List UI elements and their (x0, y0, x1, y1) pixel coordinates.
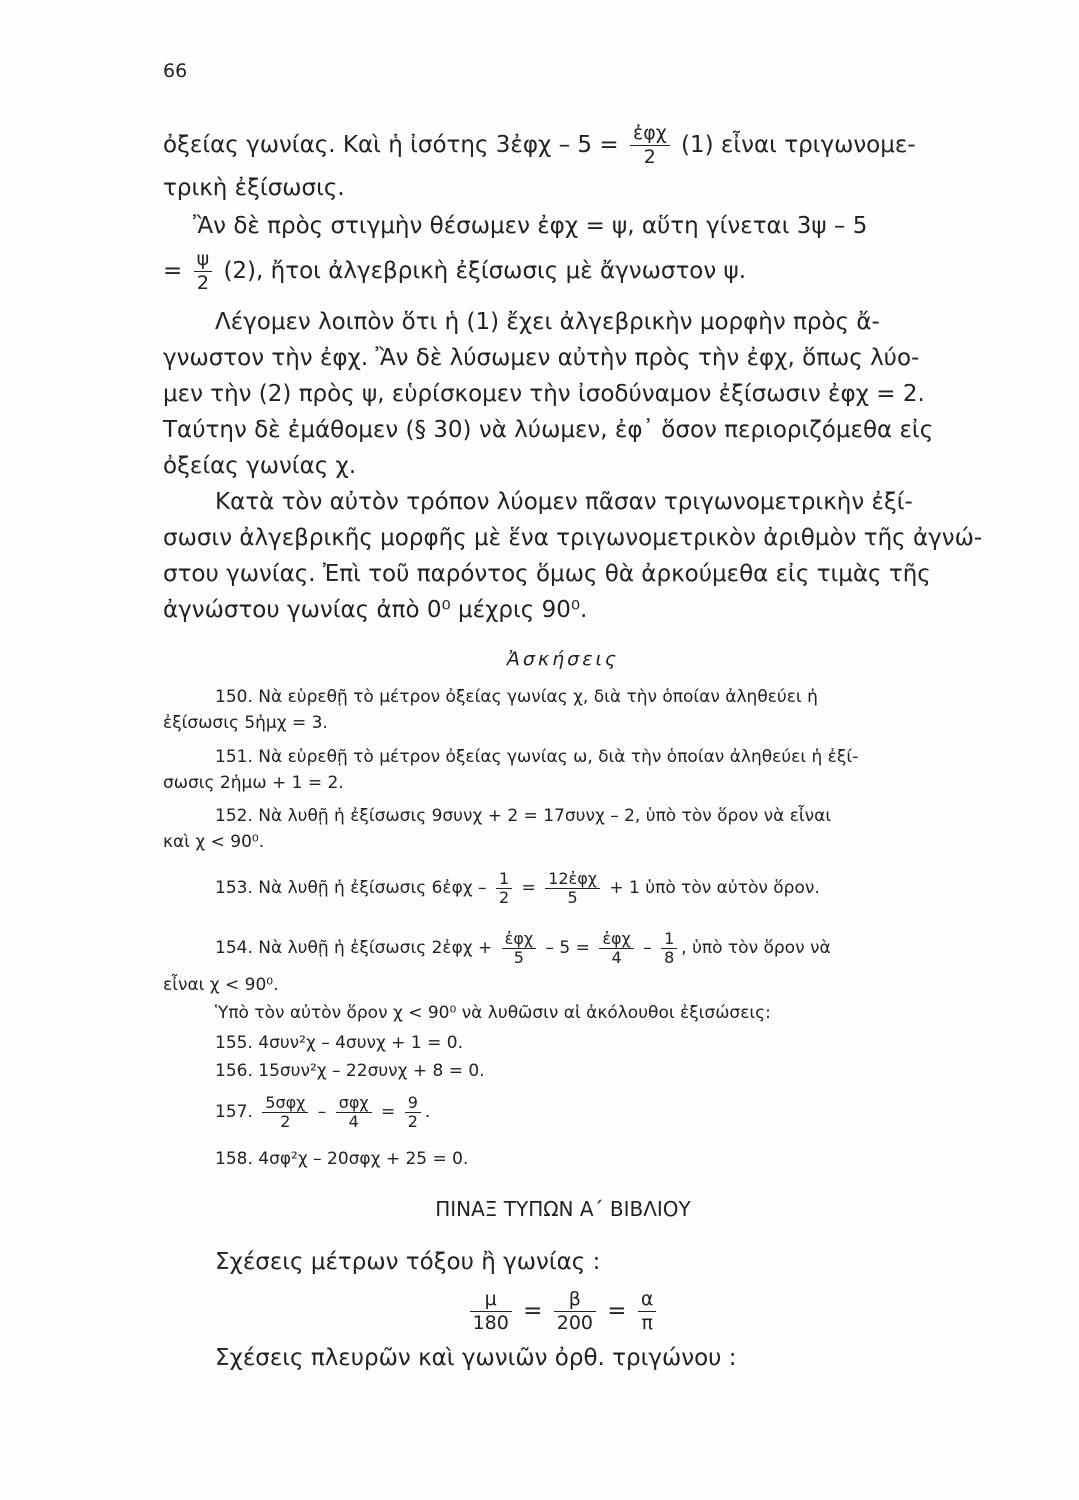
text-span: 157. (215, 1102, 259, 1122)
text-span: (1) εἶναι τριγωνομε- (673, 132, 916, 158)
exercise-150-line: 150. Νὰ εὑρεθῇ τὸ μέτρον ὀξείας γωνίας χ, διὰ τὴν ὁποίαν ἀληθεύει ἡ (215, 687, 818, 707)
text-line: ἀγνώστου γωνίας ἀπὸ 0⁰ μέχρις 90⁰. (163, 597, 588, 623)
text-span: ὀξείας γωνίας. Καὶ ἡ ἰσότης 3ἐφχ – 5 = (163, 132, 626, 158)
fraction-denominator: 200 (556, 1312, 593, 1334)
text-span: – (637, 938, 658, 958)
fraction (638, 1290, 657, 1333)
exercise-154-line (215, 920, 831, 976)
fraction-denominator: 8 (664, 947, 675, 967)
exercise-154-line: εἶναι χ < 90⁰. (163, 975, 279, 995)
text-span: (2), ἤτοι ἀλγεβρικὴ ἐξίσωσις μὲ ἄγνωστον ψ. (216, 258, 747, 284)
text-line: τρικὴ ἐξίσωσις. (163, 175, 345, 201)
fraction (194, 250, 213, 293)
text-line: Λέγομεν λοιπὸν ὅτι ἡ (1) ἔχει ἀλγεβρικὴν μορφὴν πρὸς ἄ- (215, 309, 880, 335)
fraction (262, 1092, 308, 1131)
fraction (502, 928, 536, 967)
fraction-numerator: β (554, 1290, 596, 1312)
text-span: = (600, 1298, 634, 1324)
fraction-numerator: 5σφχ (262, 1095, 308, 1113)
fraction (336, 1092, 372, 1131)
fraction (599, 928, 633, 967)
fraction-numerator: μ (470, 1290, 512, 1312)
fraction-numerator: 9 (405, 1095, 421, 1113)
text-line: σωσιν ἀλγεβρικῆς μορφῆς μὲ ἕνα τριγωνομετρικὸν ἀριθμὸν τῆς ἀγνώ- (163, 525, 983, 551)
condition-line: Ὑπὸ τὸν αὐτὸν ὅρον χ < 90⁰ νὰ λυθῶσιν αἱ ἀκόλουθοι ἐξισώσεις: (215, 1003, 771, 1023)
exercise-150-line: ἐξίσωσις 5ἡμχ = 3. (163, 713, 328, 733)
fraction-numerator: ἐφχ (599, 931, 633, 949)
exercise-155: 155. 4συν²χ – 4συνχ + 1 = 0. (215, 1033, 464, 1053)
text-line: ὀξείας γωνίας χ. (163, 453, 357, 479)
fraction-denominator: 5 (513, 947, 524, 967)
fraction-numerator: 12ἐφχ (545, 871, 600, 889)
fraction (405, 1092, 421, 1131)
fraction-numerator: ἐφχ (630, 124, 670, 146)
text-span: + 1 ὑπὸ τὸν αὐτὸν ὅρον. (604, 878, 820, 898)
fraction-denominator: 2 (196, 272, 209, 294)
fraction (470, 1290, 512, 1333)
fraction (496, 868, 512, 907)
text-span: – 5 = (540, 938, 596, 958)
text-line (163, 124, 963, 167)
text-span: = (375, 1102, 401, 1122)
fraction-denominator: 2 (498, 887, 510, 907)
page-number: 66 (163, 60, 188, 82)
fraction (661, 928, 677, 967)
fraction-denominator: 2 (643, 146, 656, 168)
exercise-152-line: 152. Νὰ λυθῇ ἡ ἐξίσωσις 9συνχ + 2 = 17συνχ – 2, ὑπὸ τὸν ὅρον νὰ εἶναι (215, 806, 832, 826)
exercises-heading: Ἀσκήσεις (506, 648, 620, 670)
exercise-156: 156. 15συν²χ – 22συνχ + 8 = 0. (215, 1061, 485, 1081)
exercise-158: 158. 4σφ²χ – 20σφχ + 25 = 0. (215, 1149, 469, 1169)
exercise-151-line: σωσις 2ἡμω + 1 = 2. (163, 773, 344, 793)
text-span: – (312, 1102, 332, 1122)
exercise-151-line: 151. Νὰ εὑρεθῇ τὸ μέτρον ὀξείας γωνίας ω, διὰ τὴν ὁποίαν ἀληθεύει ἡ ἐξί- (215, 747, 859, 767)
text-line: μεν τὴν (2) πρὸς ψ, εὑρίσκομεν τὴν ἰσοδύναμον ἐξίσωσιν ἐφχ = 2. (163, 381, 925, 407)
text-span: 153. Νὰ λυθῇ ἡ ἐξίσωσις 6ἐφχ – (215, 878, 492, 898)
fraction-denominator: π (641, 1312, 653, 1334)
fraction (545, 868, 600, 907)
text-line (163, 250, 963, 293)
text-line: γνωστον τὴν ἐφχ. Ἂν δὲ λύσωμεν αὐτὴν πρὸς τὴν ἐφχ, ὅπως λύο- (163, 345, 920, 371)
text-line: Ταύτην δὲ ἐμάθομεν (§ 30) νὰ λύωμεν, ἐφ᾽ ὅσον περιοριζόμεθα εἰς (163, 417, 934, 443)
text-span: , ὑπὸ τὸν ὅρον νὰ (681, 938, 831, 958)
text-line: Ἂν δὲ πρὸς στιγμὴν θέσωμεν ἐφχ = ψ, αὕτη γίνεται 3ψ – 5 (193, 213, 868, 239)
text-span: . (424, 1102, 431, 1122)
fraction-denominator: 5 (567, 887, 578, 907)
fraction-numerator: ψ (194, 250, 213, 272)
table-heading: ΠΙΝΑΞ ΤΥΠΩΝ Α΄ ΒΙΒΛΙΟΥ (435, 1197, 691, 1221)
exercise-153-line (215, 860, 820, 916)
fraction-numerator: 1 (661, 931, 677, 949)
text-span: = (163, 258, 190, 284)
fraction-denominator: 2 (280, 1111, 291, 1131)
text-span: = (515, 1298, 550, 1324)
exercise-152-line: καὶ χ < 90⁰. (163, 832, 265, 852)
fraction-denominator: 2 (407, 1111, 418, 1131)
fraction-numerator: 1 (496, 871, 512, 889)
text-line: Κατὰ τὸν αὐτὸν τρόπον λύομεν πᾶσαν τριγωνομετρικὴν ἐξί- (215, 489, 913, 515)
fraction (554, 1290, 596, 1333)
fraction-denominator: 4 (611, 947, 622, 967)
fraction-denominator: 4 (348, 1111, 359, 1131)
text-span: 154. Νὰ λυθῇ ἡ ἐξίσωσις 2ἐφχ + (215, 938, 498, 958)
fraction-numerator: ἐφχ (502, 931, 536, 949)
fraction-numerator: σφχ (336, 1095, 372, 1113)
fraction-numerator: α (638, 1290, 657, 1312)
fraction-denominator: 180 (472, 1312, 509, 1334)
angle-formula (163, 1282, 963, 1340)
fraction (630, 124, 670, 167)
relations-triangle-heading: Σχέσεις πλευρῶν καὶ γωνιῶν ὀρθ. τριγώνου : (215, 1345, 737, 1371)
exercise-157-line (215, 1084, 430, 1140)
text-line: στου γωνίας. Ἐπὶ τοῦ παρόντος ὅμως θὰ ἀρκούμεθα εἰς τιμὰς τῆς (163, 561, 931, 587)
relations-arc-heading: Σχέσεις μέτρων τόξου ἢ γωνίας : (215, 1249, 601, 1275)
text-span: = (516, 878, 542, 898)
